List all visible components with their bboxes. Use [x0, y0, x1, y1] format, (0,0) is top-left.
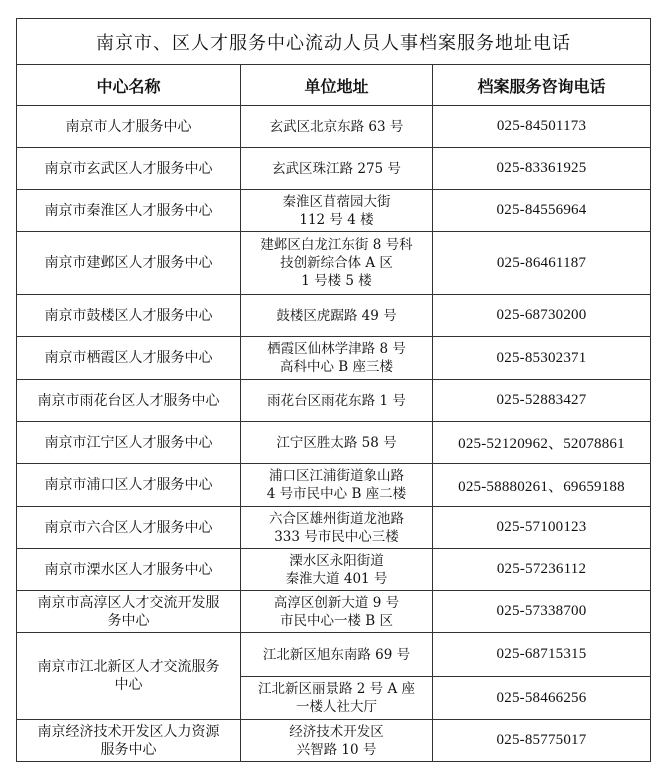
table-row [17, 720, 651, 762]
header-phone: 档案服务咨询电话 [433, 65, 651, 106]
table-row [17, 507, 651, 549]
center-address: 建邺区白龙江东街 8 号科 技创新综合体 A 区 1 号楼 5 楼 [241, 232, 433, 295]
center-name: 南京市秦淮区人才服务中心 [17, 190, 241, 232]
center-phone: 025-57100123 [433, 507, 651, 549]
center-phone: 025-57338700 [433, 591, 651, 633]
center-address: 溧水区永阳街道 秦淮大道 401 号 [241, 549, 433, 591]
center-name: 南京经济技术开发区人力资源 服务中心 [17, 720, 241, 762]
table-row [17, 337, 651, 380]
center-address: 雨花台区雨花东路 1 号 [241, 380, 433, 422]
center-phone: 025-68730200 [433, 295, 651, 337]
table-row [17, 464, 651, 507]
header-center-name: 中心名称 [17, 65, 241, 106]
center-name: 南京市人才服务中心 [17, 106, 241, 148]
center-phone: 025-84501173 [433, 106, 651, 148]
center-phone: 025-58466256 [433, 677, 651, 720]
center-address: 经济技术开发区 兴智路 10 号 [241, 720, 433, 762]
center-phone: 025-83361925 [433, 148, 651, 190]
table-row [17, 232, 651, 295]
center-phone: 025-58880261、69659188 [433, 464, 651, 507]
center-phone: 025-52883427 [433, 380, 651, 422]
table-title: 南京市、区人才服务中心流动人员人事档案服务地址电话 [17, 19, 651, 65]
center-name: 南京市溧水区人才服务中心 [17, 549, 241, 591]
table-row [17, 591, 651, 633]
center-address: 江宁区胜太路 58 号 [241, 422, 433, 464]
archive-service-table [16, 18, 651, 762]
table-row [17, 422, 651, 464]
center-address: 江北新区旭东南路 69 号 [241, 633, 433, 677]
center-address: 玄武区珠江路 275 号 [241, 148, 433, 190]
center-address: 浦口区江浦街道象山路 4 号市民中心 B 座二楼 [241, 464, 433, 507]
center-address: 玄武区北京东路 63 号 [241, 106, 433, 148]
center-address: 鼓楼区虎踞路 49 号 [241, 295, 433, 337]
title-row [17, 19, 651, 65]
center-address: 秦淮区苜蓿园大街 112 号 4 楼 [241, 190, 433, 232]
header-row [17, 65, 651, 106]
center-address: 栖霞区仙林学津路 8 号 高科中心 B 座三楼 [241, 337, 433, 380]
center-phone: 025-52120962、52078861 [433, 422, 651, 464]
table-row [17, 380, 651, 422]
table-row [17, 549, 651, 591]
center-name: 南京市六合区人才服务中心 [17, 507, 241, 549]
center-name: 南京市栖霞区人才服务中心 [17, 337, 241, 380]
center-phone: 025-57236112 [433, 549, 651, 591]
center-phone: 025-68715315 [433, 633, 651, 677]
center-address: 江北新区丽景路 2 号 A 座 一楼人社大厅 [241, 677, 433, 720]
center-phone: 025-84556964 [433, 190, 651, 232]
table-row [17, 148, 651, 190]
table-row [17, 633, 651, 677]
table-row [17, 295, 651, 337]
center-address: 六合区雄州街道龙池路 333 号市民中心三楼 [241, 507, 433, 549]
center-name: 南京市江北新区人才交流服务 中心 [17, 633, 241, 720]
center-name: 南京市高淳区人才交流开发服 务中心 [17, 591, 241, 633]
center-name: 南京市雨花台区人才服务中心 [17, 380, 241, 422]
center-name: 南京市建邺区人才服务中心 [17, 232, 241, 295]
center-name: 南京市鼓楼区人才服务中心 [17, 295, 241, 337]
center-name: 南京市玄武区人才服务中心 [17, 148, 241, 190]
center-name: 南京市浦口区人才服务中心 [17, 464, 241, 507]
header-address: 单位地址 [241, 65, 433, 106]
center-phone: 025-85775017 [433, 720, 651, 762]
table-row [17, 190, 651, 232]
center-address: 高淳区创新大道 9 号 市民中心一楼 B 区 [241, 591, 433, 633]
center-phone: 025-86461187 [433, 232, 651, 295]
table-row [17, 106, 651, 148]
center-name: 南京市江宁区人才服务中心 [17, 422, 241, 464]
center-phone: 025-85302371 [433, 337, 651, 380]
